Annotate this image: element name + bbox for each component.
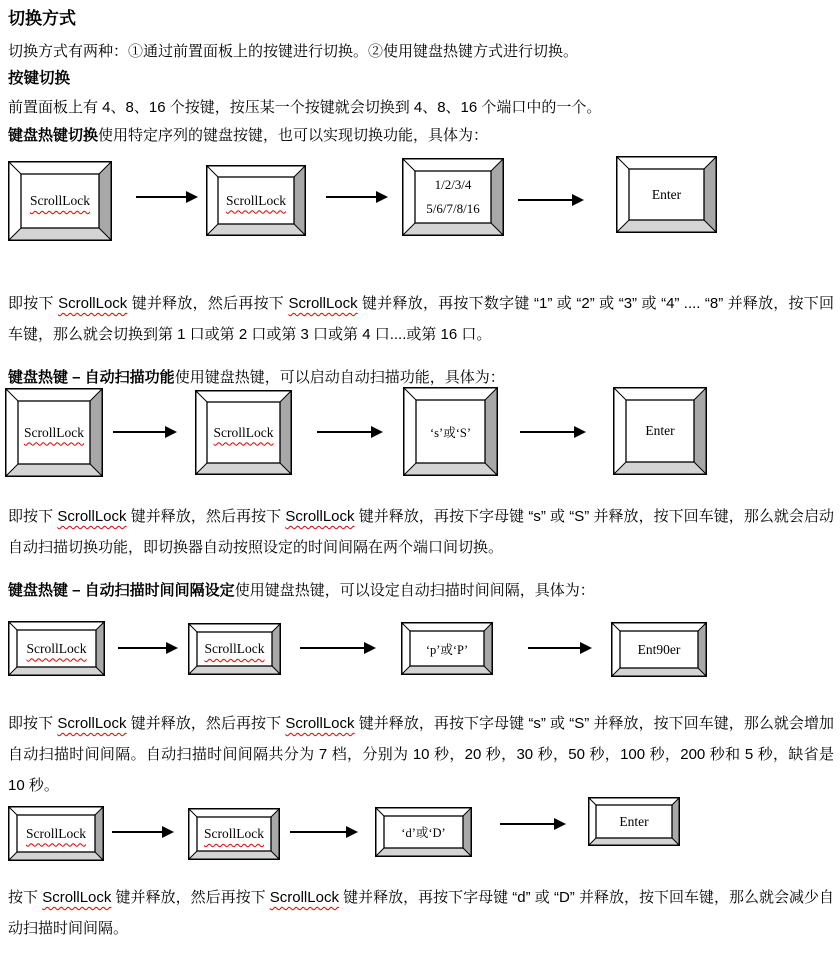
text-run: 按下 <box>8 889 43 906</box>
key-scrolllock <box>188 623 281 675</box>
key-enter <box>588 797 680 846</box>
text-run: 键并释放，再按下字母键 “s” 或 “S” 并释放，按下回车键，那么就会启动自动扫描切换功能，即切换器自动按照设定的时间间隔在两个端口间切换。 <box>8 508 835 556</box>
keycap-label: ScrollLock <box>204 641 265 656</box>
keycap-label: ScrollLock <box>226 192 286 208</box>
key-scrolllock <box>206 165 306 236</box>
keycap-label: Enter <box>645 423 675 438</box>
intro-paragraph: 切换方式有两种：①通过前置面板上的按键进行切换。②使用键盘热键方式进行切换。 <box>8 43 579 60</box>
interval-decrease-paragraph <box>8 882 834 944</box>
keycap-label: Enter <box>619 813 649 829</box>
scan-interval-lead-bold: 键盘热键 – 自动扫描时间间隔设定 <box>8 582 235 599</box>
flow-arrow-icon <box>500 818 566 830</box>
text-run: 键并释放，再按下字母键 “s” 或 “S” 并释放，按下回车键，那么就会增加自动扫描时间间隔。自动扫描时间间隔共分为 7 档，分别为 10 秒，20 秒，30 秒，50 秒，100 秒，200 秒和 5 秒，缺省是 10 秒。 <box>8 715 835 794</box>
button-switch-heading: 按键切换 <box>8 70 71 87</box>
keycap-label-line1: 1/2/3/4 <box>434 177 472 192</box>
keycap-label-line2: 5/6/7/8/16 <box>426 201 480 216</box>
keycap-label: Ent90er <box>637 641 681 657</box>
switch-description-paragraph <box>8 288 834 350</box>
scrolllock-word: ScrollLock <box>57 508 127 525</box>
flow-arrow-icon <box>300 642 376 654</box>
keycap-label: ‘p’或‘P’ <box>425 642 469 657</box>
flow-arrow-icon <box>136 191 198 203</box>
flow-arrow-icon <box>290 826 358 838</box>
auto-scan-lead-bold: 键盘热键 – 自动扫描功能 <box>8 369 175 386</box>
keycap-label: ScrollLock <box>26 825 86 841</box>
scan-interval-lead <box>8 575 834 606</box>
key-p <box>401 622 493 675</box>
scrolllock-word: ScrollLock <box>285 508 355 525</box>
keycap-label: ScrollLock <box>24 424 84 440</box>
auto-scan-description-paragraph <box>8 501 834 563</box>
scrolllock-word: ScrollLock <box>58 295 128 312</box>
key-d <box>375 807 472 857</box>
keycap-label: Enter <box>651 186 682 202</box>
text-run: 即按下 <box>8 508 58 525</box>
key-port-numbers <box>402 158 504 236</box>
flow-arrow-icon <box>326 191 388 203</box>
text-run: 键并释放，然后再按下 <box>126 715 286 732</box>
text-run: 键并释放，再按下数字键 “1” 或 “2” 或 “3” 或 “4” .... “8” 并释放，按下回车键，那么就会切换到第 1 口或第 2 口或第 3 口或第 4 口....或第 16 口。 <box>8 295 835 343</box>
key-enter <box>611 622 707 677</box>
scan-interval-lead-rest: 使用键盘热键，可以设定自动扫描时间间隔，具体为： <box>234 582 595 599</box>
text-run: 键并释放，再按下字母键 “d” 或 “D” 并释放，按下回车键，那么就会减少自动扫描时间间隔。 <box>8 889 835 937</box>
key-scrolllock <box>8 621 105 676</box>
flow-arrow-icon <box>317 426 383 438</box>
keycap-label: ScrollLock <box>204 826 264 841</box>
flow-arrow-icon <box>113 426 177 438</box>
page-title: 切换方式 <box>8 9 76 28</box>
key-enter <box>616 156 717 233</box>
flow-arrow-icon <box>112 826 174 838</box>
hotkey-switch-lead-bold: 键盘热键切换 <box>8 127 99 144</box>
hotkey-switch-lead <box>8 120 834 151</box>
keycap-label: ‘s’或‘S’ <box>430 425 471 440</box>
key-scrolllock <box>188 808 280 860</box>
scrolllock-word: ScrollLock <box>42 889 112 906</box>
keycap-label: ScrollLock <box>213 424 274 440</box>
key-scrolllock <box>8 161 112 241</box>
key-scrolllock <box>5 388 103 477</box>
key-s <box>403 387 498 476</box>
text-run: 即按下 <box>8 295 59 312</box>
scrolllock-word: ScrollLock <box>288 295 358 312</box>
text-run: 键并释放，然后再按下 <box>126 508 286 525</box>
flow-arrow-icon <box>528 642 592 654</box>
keycap-label: ScrollLock <box>26 640 87 656</box>
auto-scan-lead-rest: 使用键盘热键，可以启动自动扫描功能，具体为： <box>174 369 505 386</box>
text-run: 键并释放，然后再按下 <box>111 889 270 906</box>
hotkey-switch-lead-rest: 使用特定序列的键盘按键，也可以实现切换功能，具体为： <box>98 127 489 144</box>
keycap-label: ‘d’或‘D’ <box>401 826 446 840</box>
scrolllock-word: ScrollLock <box>285 715 355 732</box>
text-run: 键并释放，然后再按下 <box>127 295 289 312</box>
text-run: 即按下 <box>8 715 58 732</box>
key-scrolllock <box>195 390 292 475</box>
button-switch-paragraph: 前置面板上有 4、8、16 个按键，按压某一个按键就会切换到 4、8、16 个端口中的一个。 <box>8 99 602 116</box>
interval-increase-paragraph <box>8 708 834 801</box>
key-enter <box>613 387 707 475</box>
scrolllock-word: ScrollLock <box>57 715 127 732</box>
flow-arrow-icon <box>118 642 178 654</box>
scrolllock-word: ScrollLock <box>269 889 339 906</box>
flow-arrow-icon <box>520 426 586 438</box>
keycap-label: ScrollLock <box>30 193 90 208</box>
key-scrolllock <box>8 806 104 861</box>
flow-arrow-icon <box>518 194 584 206</box>
